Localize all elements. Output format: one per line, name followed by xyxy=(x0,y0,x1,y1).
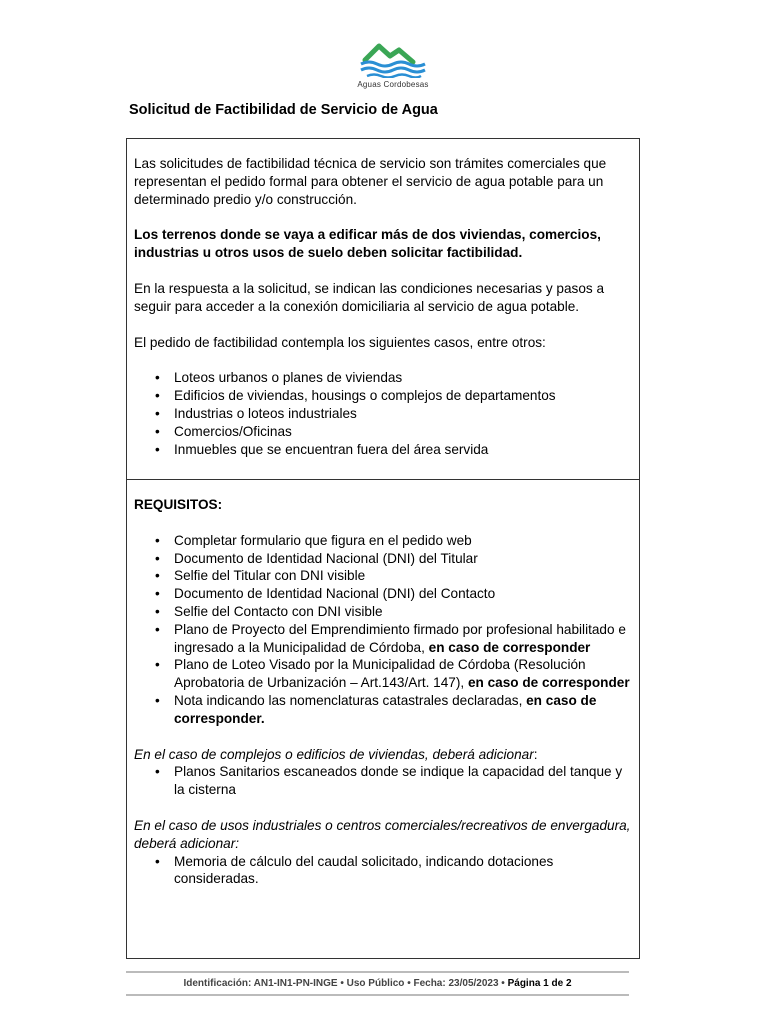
list-item: • Comercios/Oficinas xyxy=(174,423,633,441)
intro-bold-paragraph: Los terrenos donde se vaya a edificar más de dos viviendas, comercios, industrias u otros usos de suelo deben solicitar factibilidad. xyxy=(134,227,601,261)
list-item: • Planos Sanitarios escaneados donde se indique la capacidad del tanque y la cisterna xyxy=(174,763,633,799)
document-title: Solicitud de Factibilidad de Servicio de Agua xyxy=(129,102,438,118)
cases-intro: El pedido de factibilidad contempla los siguientes casos, entre otros: xyxy=(134,334,546,350)
list-item: • Edificios de viviendas, housings o complejos de departamentos xyxy=(174,387,633,405)
logo-text: Aguas Cordobesas xyxy=(357,80,429,89)
cases-list xyxy=(134,369,633,458)
industrial-intro: En el caso de usos industriales o centros comerciales/recreativos de envergadura, deberá adicionar: xyxy=(134,817,631,851)
intro-section xyxy=(126,138,640,480)
mountain-water-icon xyxy=(359,40,427,78)
aguas-cordobesas-logo xyxy=(355,40,431,94)
list-item: • Industrias o loteos industriales xyxy=(174,405,633,423)
intro-paragraph: Las solicitudes de factibilidad técnica de servicio son trámites comerciales que representan el pedido formal para obtener el servicio de agua potable para un determinado predio y/o construcción. xyxy=(134,156,607,207)
footer-divider xyxy=(126,971,629,973)
complex-intro: En el caso de complejos o edificios de viviendas, deberá adicionar: xyxy=(134,746,538,762)
list-item: • Inmuebles que se encuentran fuera del área servida xyxy=(174,441,633,459)
list-item: • Plano de Proyecto del Emprendimiento firmado por profesional habilitado e ingresado a la Municipalidad de Córdoba, en caso de corresponder xyxy=(174,621,633,657)
list-item: • Plano de Loteo Visado por la Municipalidad de Córdoba (Resolución Aprobatoria de Urbanización – Art.143/Art. 147), en caso de corresponder xyxy=(174,656,633,692)
list-item: • Selfie del Contacto con DNI visible xyxy=(174,603,633,621)
requirements-heading: REQUISITOS: xyxy=(134,497,223,512)
response-paragraph: En la respuesta a la solicitud, se indican las condiciones necesarias y pasos a seguir para acceder a la conexión domiciliaria al servicio de agua potable. xyxy=(134,280,605,314)
list-item: • Completar formulario que figura en el pedido web xyxy=(174,532,633,550)
list-item: • Documento de Identidad Nacional (DNI) del Titular xyxy=(174,550,633,568)
footer-divider xyxy=(126,994,629,996)
requirements-list xyxy=(134,532,633,728)
requirements-section xyxy=(126,479,640,959)
page-number: Página 1 de 2 xyxy=(507,978,572,989)
list-item: • Memoria de cálculo del caudal solicitado, indicando dotaciones consideradas. xyxy=(174,853,633,889)
list-item: • Selfie del Titular con DNI visible xyxy=(174,567,633,585)
list-item: • Loteos urbanos o planes de viviendas xyxy=(174,369,633,387)
list-item: • Documento de Identidad Nacional (DNI) del Contacto xyxy=(174,585,633,603)
footer: Identificación: AN1-IN1-PN-INGE • Uso Público • Fecha: 23/05/2023 • Página 1 de 2 xyxy=(183,978,572,989)
complex-list xyxy=(134,763,633,799)
list-item: • Nota indicando las nomenclaturas catastrales declaradas, en caso de corresponder. xyxy=(174,692,633,728)
industrial-list xyxy=(134,853,633,889)
